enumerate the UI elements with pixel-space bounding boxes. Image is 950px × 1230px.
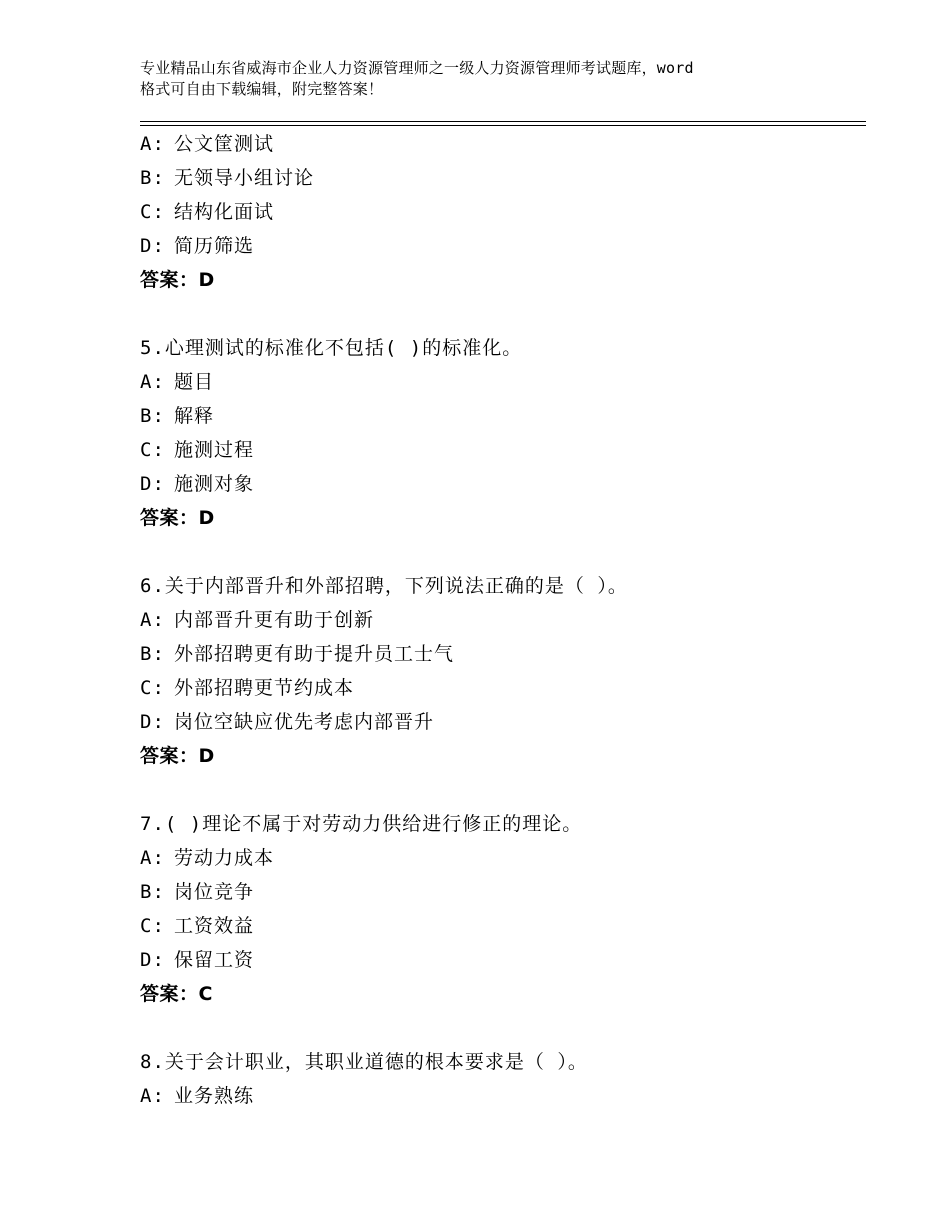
option-text: 简历筛选 <box>174 235 255 257</box>
header-line-2: 格式可自由下载编辑，附完整答案！ <box>140 80 384 98</box>
answer-line: 答案：D <box>140 745 215 767</box>
question-text: 7.( )理论不属于对劳动力供给进行修正的理论。 <box>140 813 583 835</box>
option-letter: B: <box>140 167 165 189</box>
option-text: 施测对象 <box>174 473 255 495</box>
option-letter: B: <box>140 405 165 427</box>
document-header <box>140 58 840 100</box>
option-text: 结构化面试 <box>174 201 275 223</box>
option-letter: B: <box>140 643 165 665</box>
option-text: 公文筐测试 <box>174 133 275 155</box>
option-c <box>140 671 860 705</box>
option-text: 施测过程 <box>174 439 255 461</box>
option-letter: A: <box>140 609 165 631</box>
option-b <box>140 161 860 195</box>
question-gap <box>140 297 860 331</box>
option-letter: D: <box>140 949 165 971</box>
header-divider-top <box>140 121 866 122</box>
option-letter: D: <box>140 473 165 495</box>
question-text: 6.关于内部晋升和外部招聘，下列说法正确的是（ ）。 <box>140 575 628 597</box>
option-letter: C: <box>140 201 165 223</box>
option-letter: A: <box>140 1085 165 1107</box>
option-text: 保留工资 <box>174 949 255 971</box>
answer-line: 答案：C <box>140 983 213 1005</box>
option-letter: A: <box>140 133 165 155</box>
option-text: 岗位竞争 <box>174 881 255 903</box>
answer-line: 答案：D <box>140 507 215 529</box>
question-block-6 <box>140 569 860 773</box>
option-text: 外部招聘更有助于提升员工士气 <box>174 643 455 665</box>
question-text: 5.心理测试的标准化不包括( )的标准化。 <box>140 337 523 359</box>
option-letter: A: <box>140 371 165 393</box>
question-gap <box>140 535 860 569</box>
header-divider-bottom <box>140 125 866 126</box>
option-c <box>140 909 860 943</box>
option-text: 劳动力成本 <box>174 847 275 869</box>
option-text: 外部招聘更节约成本 <box>174 677 355 699</box>
question-block-7 <box>140 807 860 1011</box>
option-d <box>140 229 860 263</box>
option-letter: D: <box>140 711 165 733</box>
question-list <box>140 127 860 1113</box>
option-text: 岗位空缺应优先考虑内部晋升 <box>174 711 435 733</box>
option-text: 内部晋升更有助于创新 <box>174 609 375 631</box>
option-letter: B: <box>140 881 165 903</box>
option-d <box>140 467 860 501</box>
option-text: 题目 <box>174 371 215 393</box>
question-gap <box>140 773 860 807</box>
option-text: 解释 <box>174 405 215 427</box>
option-c <box>140 433 860 467</box>
header-line-1: 专业精品山东省威海市企业人力资源管理师之一级人力资源管理师考试题库，word <box>140 59 694 77</box>
answer-line: 答案：D <box>140 269 215 291</box>
option-text: 业务熟练 <box>174 1085 255 1107</box>
question-block-8 <box>140 1045 860 1113</box>
option-letter: C: <box>140 915 165 937</box>
option-d <box>140 943 860 977</box>
option-b <box>140 637 860 671</box>
option-text: 无领导小组讨论 <box>174 167 315 189</box>
option-letter: C: <box>140 439 165 461</box>
question-block-partial <box>140 127 860 297</box>
question-gap <box>140 1011 860 1045</box>
option-letter: D: <box>140 235 165 257</box>
option-a <box>140 365 860 399</box>
question-text: 8.关于会计职业，其职业道德的根本要求是（ ）。 <box>140 1051 588 1073</box>
option-a <box>140 127 860 161</box>
option-letter: C: <box>140 677 165 699</box>
option-letter: A: <box>140 847 165 869</box>
option-a <box>140 1079 860 1113</box>
option-b <box>140 399 860 433</box>
option-text: 工资效益 <box>174 915 255 937</box>
option-a <box>140 841 860 875</box>
option-d <box>140 705 860 739</box>
question-block-5 <box>140 331 860 535</box>
option-c <box>140 195 860 229</box>
option-b <box>140 875 860 909</box>
option-a <box>140 603 860 637</box>
